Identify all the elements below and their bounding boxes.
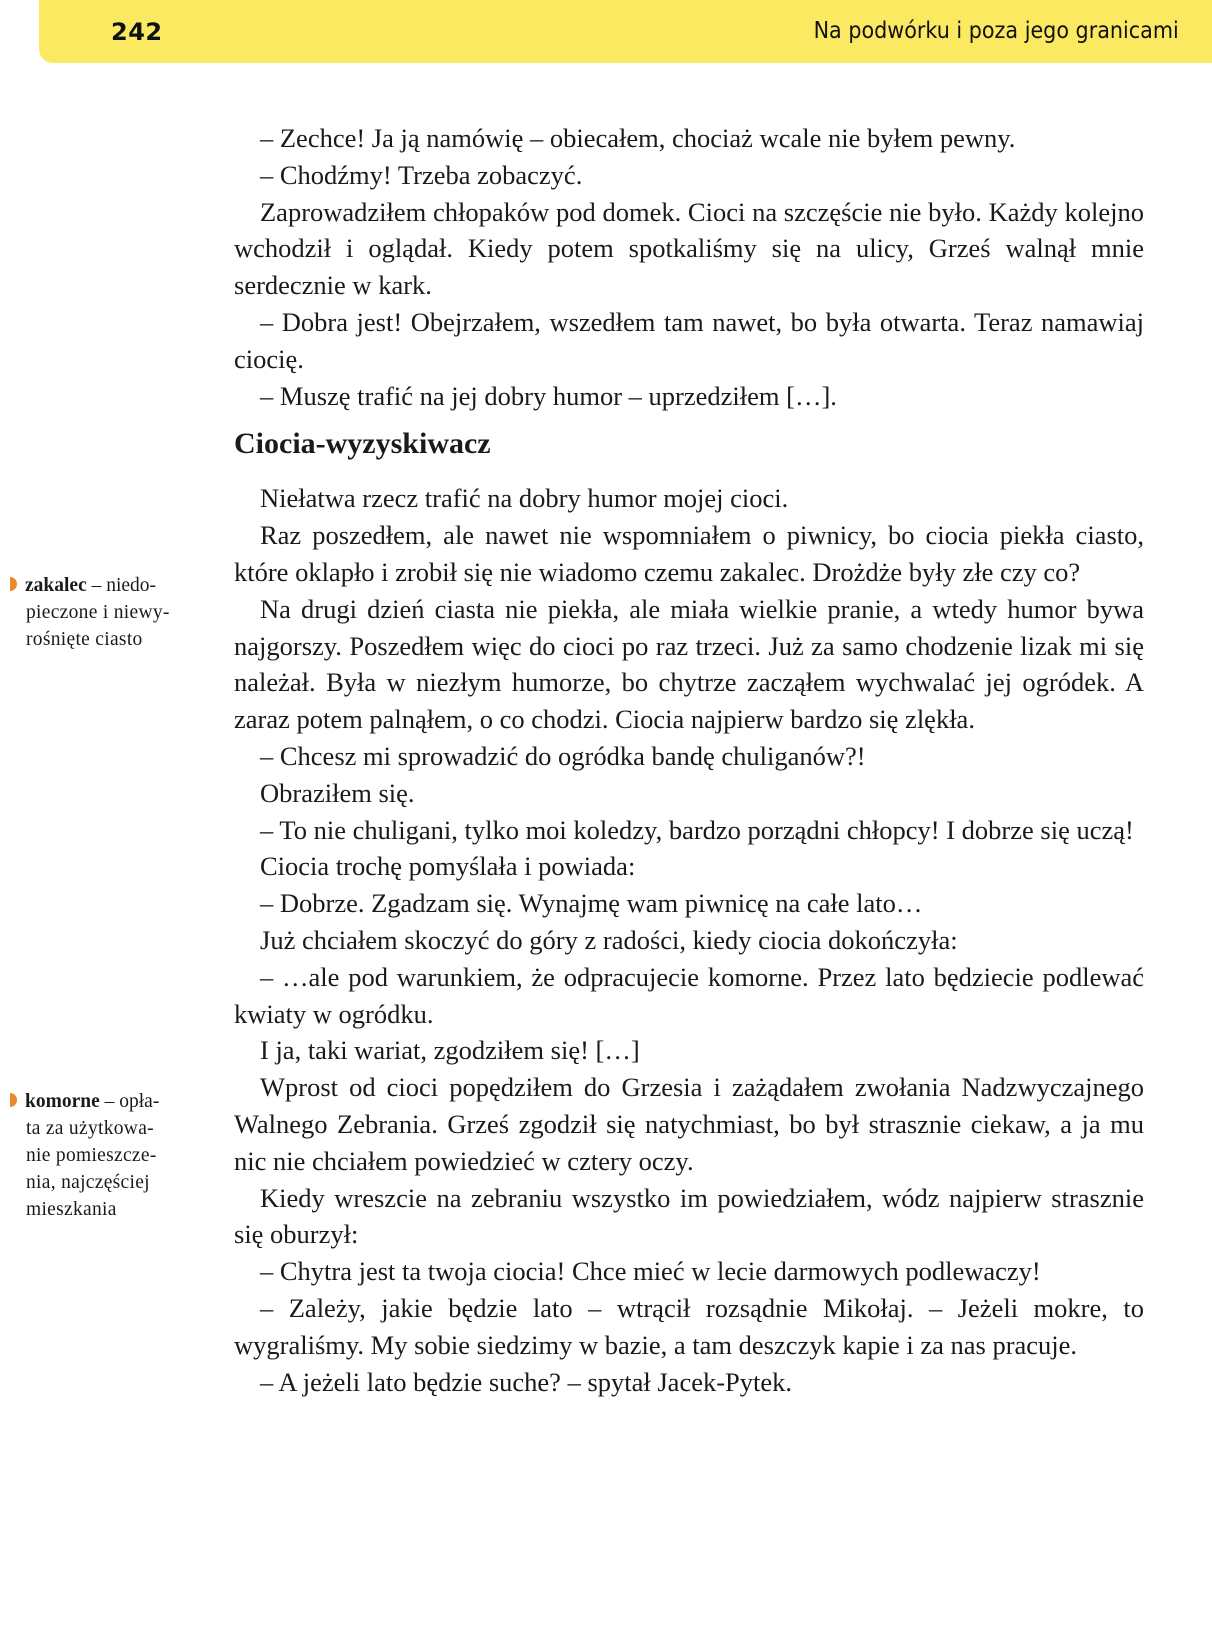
paragraph: Zaprowadziłem chłopaków pod domek. Cioci na szczęście nie było. Każdy kolejno wchodził i oglądał. Kiedy potem spotkaliśmy się na ulicy, Grześ walnął mnie serdecznie w kark. xyxy=(234,196,1144,301)
page-number: 242 xyxy=(111,18,163,46)
paragraph: – A jeżeli lato będzie suche? – spytał Jacek-Pytek. xyxy=(260,1366,793,1397)
glossary-note-komorne xyxy=(10,1088,200,1223)
paragraph: Kiedy wreszcie na zebraniu wszystko im powiedziałem, wódz najpierw strasznie się oburzył: xyxy=(234,1182,1144,1250)
paragraph: Raz poszedłem, ale nawet nie wspomniałem o piwnicy, bo ciocia piekła ciasto, które oklapło i zrobił się nie wiadomo czemu zakalec. Drożdże były złe czy co? xyxy=(234,520,1144,587)
paragraph: – Zależy, jakie będzie lato – wtrącił rozsądnie Mikołaj. – Jeżeli mokre, to wygraliśmy. My sobie siedzimy w bazie, a tam deszczyk kapie i za nas pracuje. xyxy=(234,1292,1144,1360)
glossary-term: zakalec xyxy=(25,575,87,596)
glossary-definition: nia, najczęściej xyxy=(26,1172,150,1193)
paragraph: – Zechce! Ja ją namówię – obiecałem, chociaż wcale nie byłem pewny. xyxy=(260,123,1016,153)
orange-bullet-icon xyxy=(10,577,17,591)
page-header-bar xyxy=(39,0,1212,63)
main-text-column xyxy=(234,120,1144,1400)
glossary-definition: nie pomieszcze- xyxy=(26,1145,157,1166)
orange-bullet-icon xyxy=(10,1093,17,1107)
glossary-definition: ta za użytkowa- xyxy=(26,1118,154,1139)
paragraph: Wprost od cioci popędziłem do Grzesia i zażądałem zwołania Nadzwyczajnego Walnego Zebrania. Grześ zgodził się natychmiast, bo był strasznie ciekaw, a ja mu nic nie chciałem powiedzieć w cztery oczy. xyxy=(234,1072,1144,1176)
paragraph: Obraziłem się. xyxy=(260,777,415,808)
glossary-term: komorne xyxy=(25,1091,100,1112)
paragraph: – Chcesz mi sprowadzić do ogródka bandę chuliganów?! xyxy=(260,740,866,771)
paragraph: – Muszę trafić na jej dobry humor – uprzedziłem […]. xyxy=(260,380,837,411)
section-heading: Ciocia-wyzyskiwacz xyxy=(234,427,491,461)
glossary-definition: – niedo- xyxy=(91,575,157,596)
paragraph: – Chodźmy! Trzeba zobaczyć. xyxy=(260,159,583,190)
paragraph: – …ale pod warunkiem, że odpracujecie komorne. Przez lato będziecie podlewać kwiaty w ogródku. xyxy=(234,961,1144,1029)
paragraph: I ja, taki wariat, zgodziłem się! […] xyxy=(260,1035,640,1066)
paragraph: Na drugi dzień ciasta nie piekła, ale miała wielkie pranie, a wtedy humor bywa najgorszy. Poszedłem więc do cioci po raz trzeci. Już za samo chodzenie lizak mi się należał. Była w niezłym humorze, bo chytrze zacząłem wychwalać jej ogródek. A zaraz potem palnąłem, o co chodzi. Ciocia najpierw bardzo się zlękła. xyxy=(234,593,1144,735)
glossary-definition: pieczone i niewy- xyxy=(26,602,170,623)
paragraph: – Chytra jest ta twoja ciocia! Chce mieć w lecie darmowych podlewaczy! xyxy=(260,1256,1041,1287)
paragraph: Ciocia trochę pomyślała i powiada: xyxy=(260,851,636,882)
running-title: Na podwórku i poza jego granicami xyxy=(813,18,1179,44)
paragraph: Niełatwa rzecz trafić na dobry humor mojej cioci. xyxy=(260,483,789,514)
paragraph: – Dobra jest! Obejrzałem, wszedłem tam nawet, bo była otwarta. Teraz namawiaj ciocię. xyxy=(234,306,1144,374)
paragraph: – To nie chuligani, tylko moi koledzy, bardzo porządni chłopcy! I dobrze się uczą! xyxy=(260,814,1134,845)
glossary-note-zakalec xyxy=(10,572,200,653)
glossary-definition: rośnięte ciasto xyxy=(26,629,143,650)
glossary-definition: – opła- xyxy=(104,1091,160,1112)
paragraph: – Dobrze. Zgadzam się. Wynajmę wam piwnicę na całe lato… xyxy=(260,888,923,919)
glossary-definition: mieszkania xyxy=(26,1199,117,1220)
paragraph: Już chciałem skoczyć do góry z radości, kiedy ciocia dokończyła: xyxy=(260,924,958,955)
